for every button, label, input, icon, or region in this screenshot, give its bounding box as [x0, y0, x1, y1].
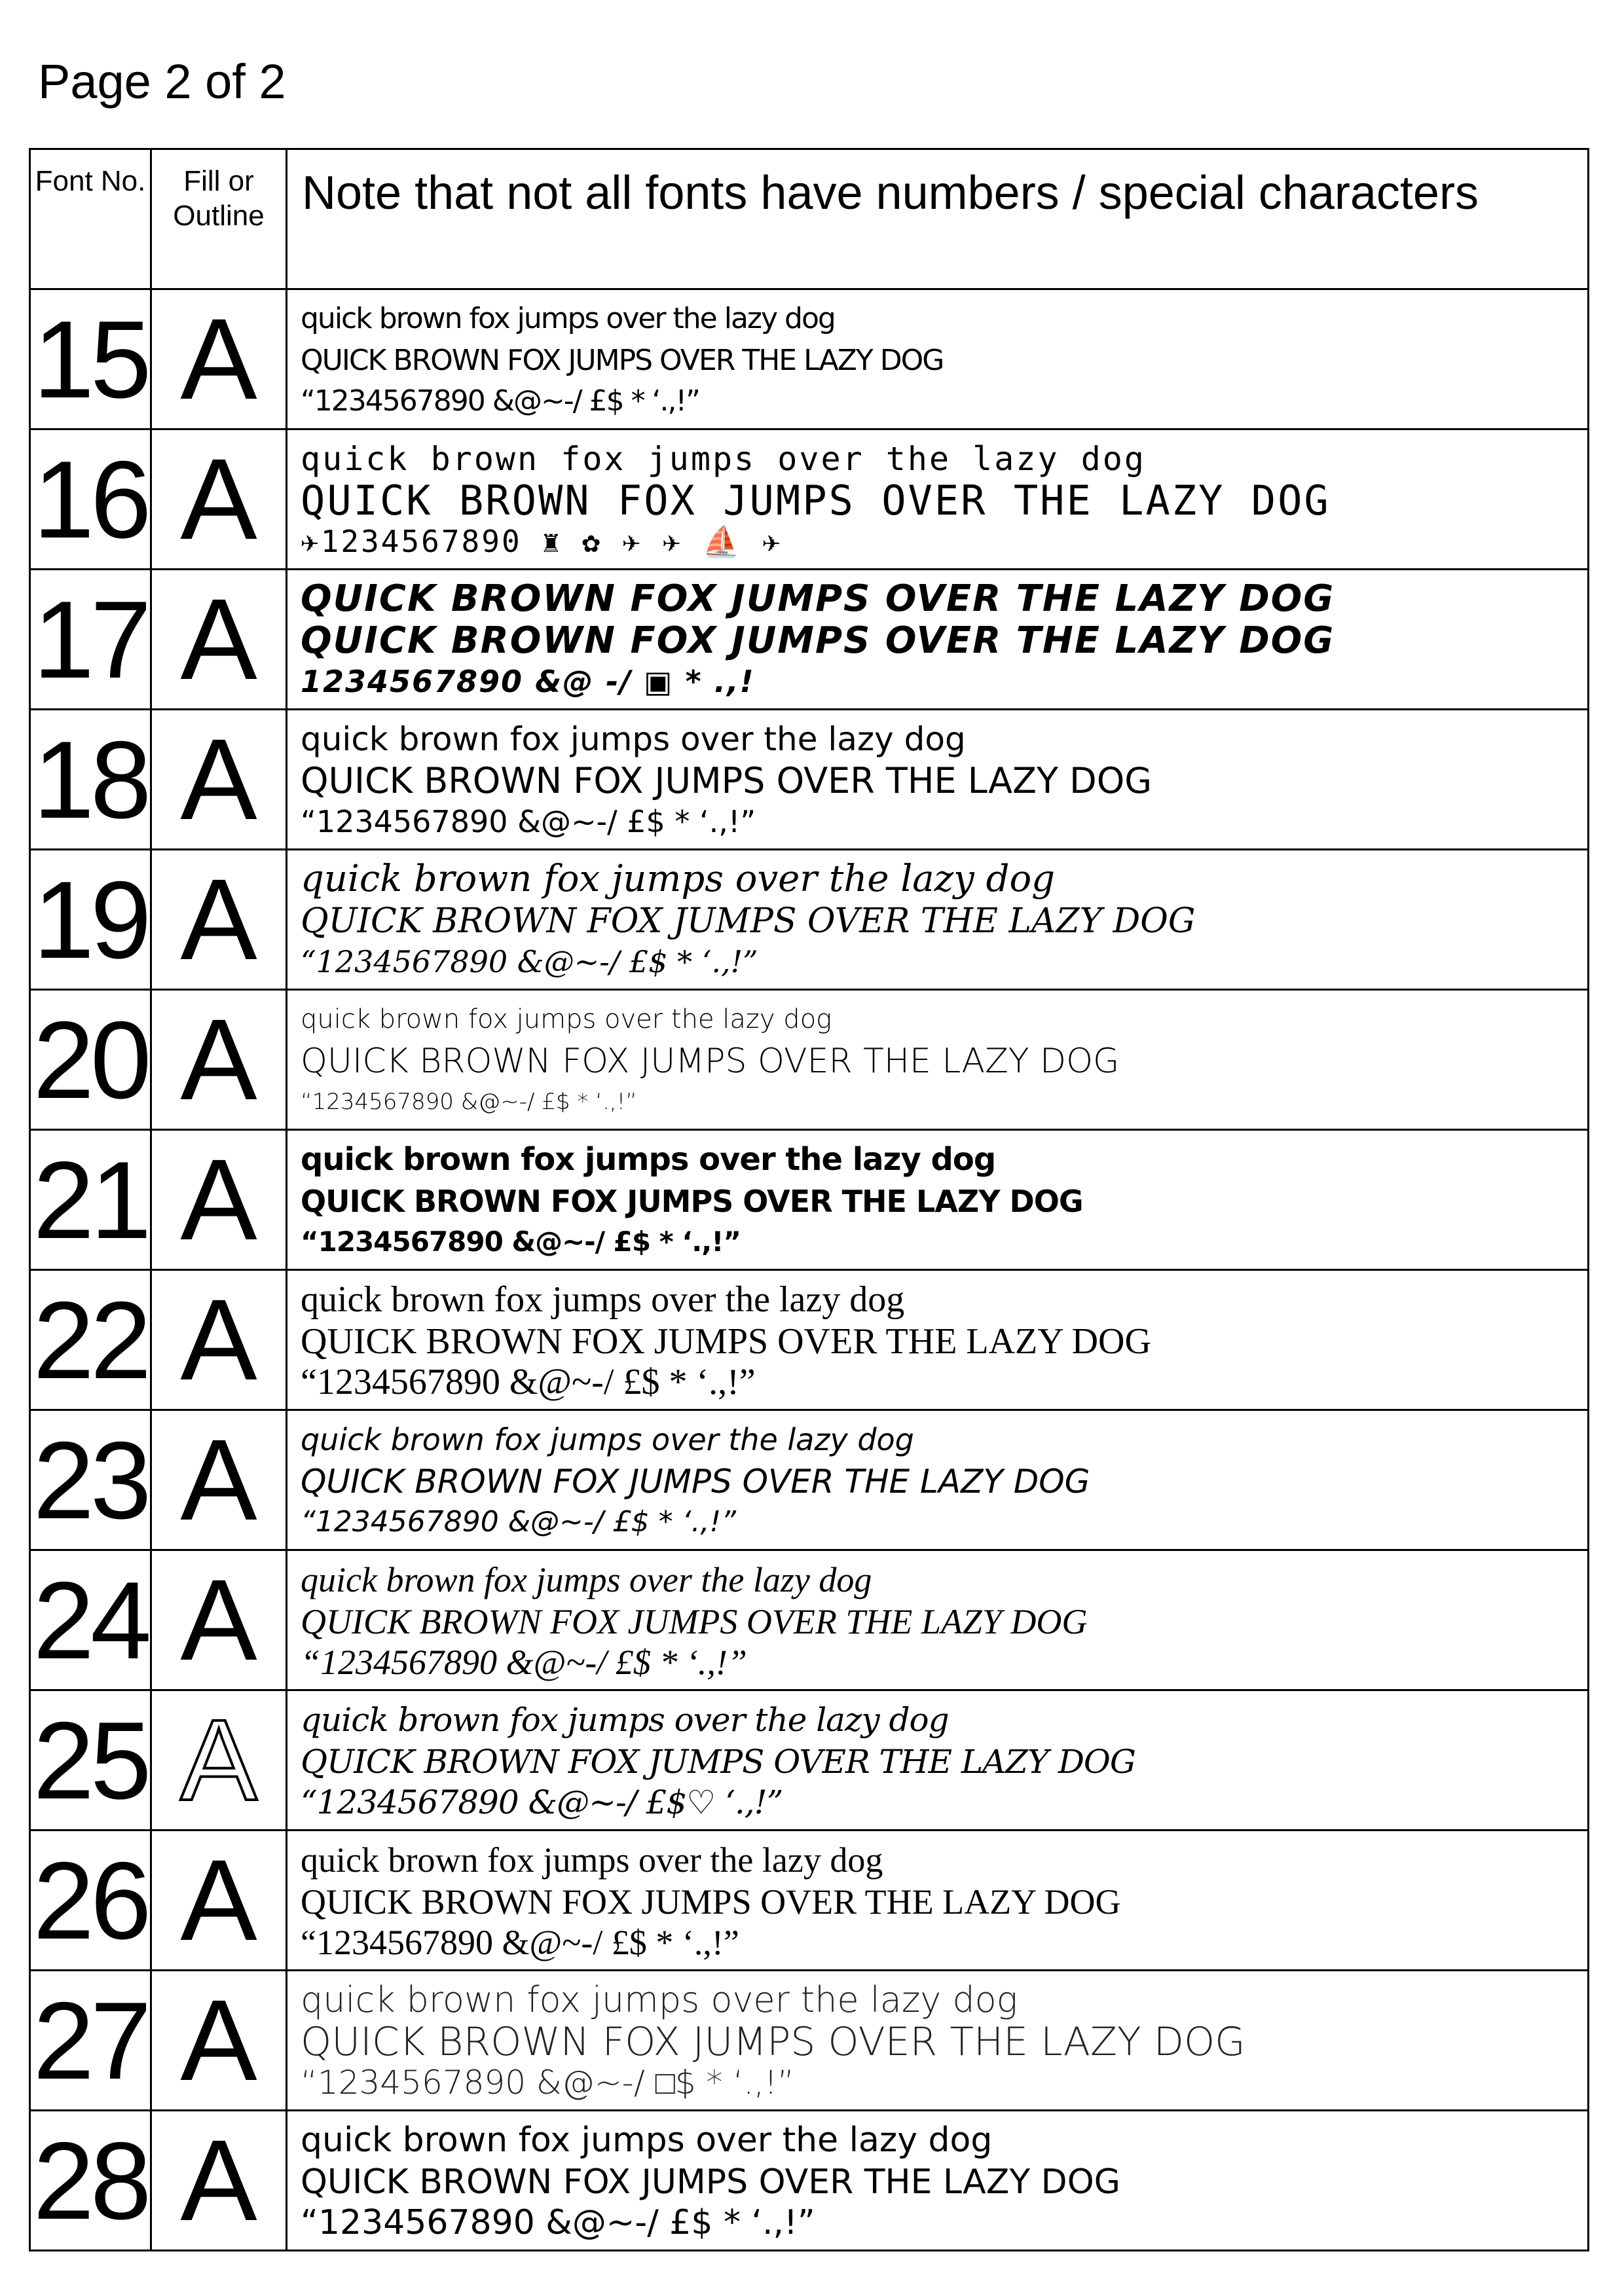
outline-sample-letter: A [151, 1690, 287, 1831]
sample-uppercase-line: QUICK BROWN FOX JUMPS OVER THE LAZY DOG [301, 1041, 1120, 1081]
font-number: 16 [30, 429, 151, 570]
font-row [30, 990, 1589, 1130]
sample-numbers-line: ✈1234567890 ♜ ✿ ✈ ✈ ⛵ ✈ [301, 523, 783, 559]
sample-numbers-line: “1234567890 &@~-/ £$ * ‘.,!” [301, 1362, 756, 1401]
table-header-row [30, 149, 1589, 289]
font-row [30, 2111, 1589, 2251]
sample-numbers-line: “1234567890 &@~-/ £$ * ‘.,!” [301, 2203, 815, 2242]
sample-numbers-line: “1234567890 &@~-/ □$ * ‘.,!” [301, 2063, 795, 2102]
font-number: 19 [30, 850, 151, 990]
font-row [30, 289, 1589, 429]
font-row [30, 1831, 1589, 1971]
sample-lowercase-line: quick brown fox jumps over the lazy dog [301, 1279, 905, 1320]
sample-numbers-line: “1234567890 &@~-/ £$ * ‘.,!” [301, 1923, 739, 1961]
font-sample-cell [287, 1130, 1589, 1270]
sample-lowercase-line: quick brown fox jumps over the lazy dog [301, 439, 1146, 478]
fill-sample-letter: A [151, 1971, 287, 2111]
font-no-header: Font No. [30, 149, 151, 289]
note-header: Note that not all fonts have numbers / special characters [287, 149, 1589, 289]
sample-numbers-line: “1234567890 &@~-/ £$ * ‘.,!” [301, 1504, 736, 1539]
page-label: Page 2 of 2 [38, 54, 286, 109]
font-sample-table [29, 148, 1589, 2251]
fill-sample-letter: A [151, 990, 287, 1130]
sample-numbers-line: “1234567890 &@~-/ £$ * ‘.,!” [301, 943, 758, 979]
sample-uppercase-line: QUICK BROWN FOX JUMPS OVER THE LAZY DOG [301, 2162, 1120, 2202]
fill-sample-letter: A [151, 429, 287, 570]
sample-lowercase-line: quick brown fox jumps over the lazy dog [301, 858, 1056, 900]
font-sample-cell [287, 1270, 1589, 1410]
sample-lowercase-line: quick brown fox jumps over the lazy dog [301, 1700, 949, 1739]
font-row [30, 1690, 1589, 1831]
font-sample-cell [287, 2111, 1589, 2251]
sample-lowercase-line: quick brown fox jumps over the lazy dog [301, 301, 835, 335]
font-number: 18 [30, 710, 151, 850]
font-row [30, 850, 1589, 990]
font-sample-cell [287, 710, 1589, 850]
sample-numbers-line: “1234567890 &@~-/ £$ * ‘.,!” [301, 803, 756, 839]
font-sample-cell [287, 850, 1589, 990]
font-row [30, 429, 1589, 570]
sample-uppercase-line: QUICK BROWN FOX JUMPS OVER THE LAZY DOG [301, 1462, 1090, 1501]
sample-uppercase-line: QUICK BROWN FOX JUMPS OVER THE LAZY DOG [301, 1321, 1151, 1362]
font-sample-cell [287, 1690, 1589, 1831]
font-sample-cell [287, 1550, 1589, 1690]
font-sample-cell [287, 1410, 1589, 1550]
fill-sample-letter: A [151, 1130, 287, 1270]
sample-uppercase-line: QUICK BROWN FOX JUMPS OVER THE LAZY DOG [301, 619, 1335, 662]
sample-uppercase-line: QUICK BROWN FOX JUMPS OVER THE LAZY DOG [301, 1882, 1121, 1922]
font-row [30, 1971, 1589, 2111]
font-row [30, 570, 1589, 710]
fill-sample-letter: A [151, 850, 287, 990]
sample-numbers-line: “1234567890 &@~-/ £$♡ ‘.,!” [301, 1783, 783, 1821]
font-number: 26 [30, 1831, 151, 1971]
sample-uppercase-line: QUICK BROWN FOX JUMPS OVER THE LAZY DOG [301, 343, 944, 377]
sample-lowercase-line: quick brown fox jumps over the lazy dog [301, 2120, 993, 2160]
sample-numbers-line: “1234567890 &@~-/ £$ * ‘.,!” [301, 1643, 747, 1681]
font-number: 27 [30, 1971, 151, 2111]
sample-numbers-line: “1234567890 &@~-/ £$ * ‘.,!” [301, 1088, 637, 1115]
sample-numbers-line: “1234567890 &@~-/ £$ * ‘.,!” [301, 384, 699, 418]
sample-lowercase-line: quick brown fox jumps over the lazy dog [301, 1004, 832, 1034]
font-number: 22 [30, 1270, 151, 1410]
fill-sample-letter: A [151, 1550, 287, 1690]
sample-uppercase-line: QUICK BROWN FOX JUMPS OVER THE LAZY DOG [301, 1183, 1083, 1219]
fill-sample-letter: A [151, 1270, 287, 1410]
font-sample-cell [287, 990, 1589, 1130]
font-table-body [30, 149, 1589, 2251]
font-row [30, 1550, 1589, 1690]
sample-lowercase-line: QUICK BROWN FOX JUMPS OVER THE LAZY DOG [301, 578, 1335, 619]
font-number: 20 [30, 990, 151, 1130]
sample-numbers-line: “1234567890 &@~-/ £$ * ‘.,!” [301, 1225, 741, 1258]
sample-lowercase-line: quick brown fox jumps over the lazy dog [301, 1979, 1018, 2020]
sample-uppercase-line: QUICK BROWN FOX JUMPS OVER THE LAZY DOG [301, 479, 1331, 522]
sample-uppercase-line: QUICK BROWN FOX JUMPS OVER THE LAZY DOG [301, 2020, 1246, 2064]
sample-lowercase-line: quick brown fox jumps over the lazy dog [301, 1140, 996, 1178]
fill-or-outline-header: Fill or Outline [151, 149, 287, 289]
font-row [30, 1130, 1589, 1270]
font-number: 24 [30, 1550, 151, 1690]
font-number: 17 [30, 570, 151, 710]
sample-uppercase-line: QUICK BROWN FOX JUMPS OVER THE LAZY DOG [301, 901, 1196, 941]
font-sample-cell [287, 570, 1589, 710]
font-number: 15 [30, 289, 151, 429]
sample-uppercase-line: QUICK BROWN FOX JUMPS OVER THE LAZY DOG [301, 1601, 1088, 1641]
font-number: 28 [30, 2111, 151, 2251]
font-sample-cell [287, 1831, 1589, 1971]
font-sample-cell [287, 1971, 1589, 2111]
fill-sample-letter: A [151, 570, 287, 710]
font-number: 23 [30, 1410, 151, 1550]
sample-uppercase-line: QUICK BROWN FOX JUMPS OVER THE LAZY DOG [301, 1742, 1135, 1781]
sample-lowercase-line: quick brown fox jumps over the lazy dog [301, 720, 966, 758]
font-row [30, 710, 1589, 850]
sample-lowercase-line: quick brown fox jumps over the lazy dog [301, 1559, 872, 1599]
font-number: 25 [30, 1690, 151, 1831]
fill-sample-letter: A [151, 1410, 287, 1550]
sample-lowercase-line: quick brown fox jumps over the lazy dog [301, 1840, 883, 1880]
fill-sample-letter: A [151, 1831, 287, 1971]
font-sample-cell [287, 289, 1589, 429]
font-row [30, 1410, 1589, 1550]
sample-lowercase-line: quick brown fox jumps over the lazy dog [301, 1421, 914, 1457]
fill-sample-letter: A [151, 2111, 287, 2251]
sample-uppercase-line: QUICK BROWN FOX JUMPS OVER THE LAZY DOG [301, 759, 1153, 801]
font-row [30, 1270, 1589, 1410]
font-sample-cell [287, 429, 1589, 570]
font-number: 21 [30, 1130, 151, 1270]
fill-sample-letter: A [151, 289, 287, 429]
fill-sample-letter: A [151, 710, 287, 850]
sample-numbers-line: 1234567890 &@ -/ ▣ * .,! [301, 663, 755, 699]
